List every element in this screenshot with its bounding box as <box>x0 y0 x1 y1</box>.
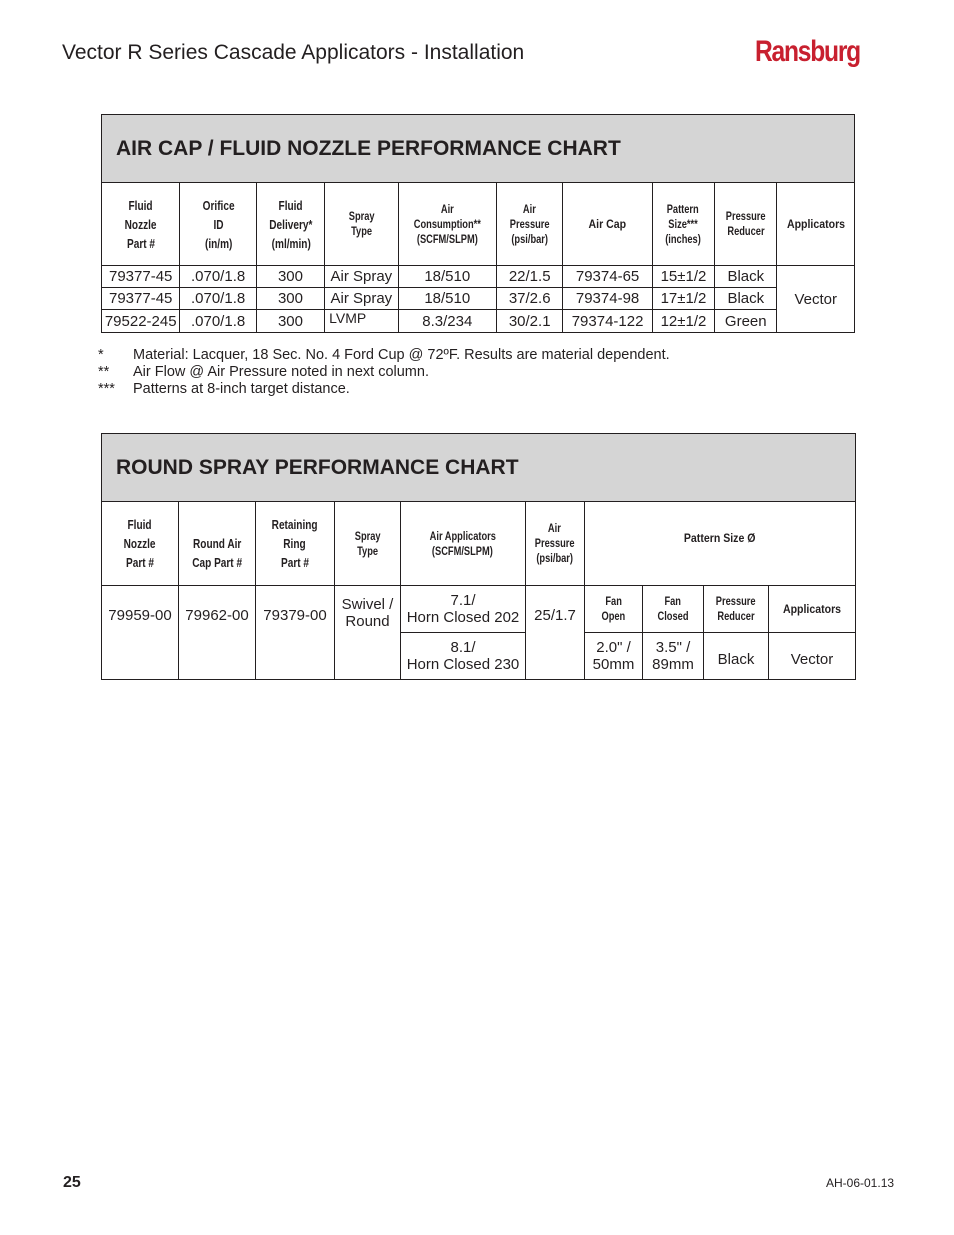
col-applicators: Applicators <box>777 183 855 266</box>
cell-orifice-id: .070/1.8 <box>180 288 256 310</box>
cell-air-pressure: 30/2.1 <box>497 310 563 333</box>
col-spray-type: Spray Type <box>325 183 398 266</box>
col-air-applicators: Air Applicators (SCFM/SLPM) <box>401 502 526 586</box>
page-number: 25 <box>63 1174 81 1191</box>
cell-air-cap: 79374-65 <box>563 266 652 288</box>
cell-pressure-reducer: Black <box>704 633 769 680</box>
cell-spray-type: Swivel / Round <box>335 586 401 680</box>
cell-retaining-ring: 79379-00 <box>256 586 335 680</box>
table-row <box>102 310 855 333</box>
cell-air-consumption: 8.3/234 <box>398 310 497 333</box>
col-applicators: Applicators <box>769 586 856 633</box>
col-round-air-cap: Round Air Cap Part # <box>179 502 256 586</box>
cell-air-applicators: 7.1/ Horn Closed 202 <box>401 586 526 633</box>
cell-fan-closed: 3.5" / 89mm <box>643 633 704 680</box>
air-cap-chart-title: AIR CAP / FLUID NOZZLE PERFORMANCE CHART <box>102 115 855 183</box>
air-cap-performance-table <box>101 114 855 333</box>
cell-pressure-reducer: Green <box>715 310 777 333</box>
cell-pressure-reducer: Black <box>715 266 777 288</box>
cell-fluid-nozzle: 79959-00 <box>102 586 179 680</box>
table-row <box>102 586 856 633</box>
round-spray-chart-title: ROUND SPRAY PERFORMANCE CHART <box>102 434 856 502</box>
cell-air-cap: 79374-98 <box>563 288 652 310</box>
col-orifice-id: Orifice ID (in/m) <box>180 183 256 266</box>
col-pattern-size: Pattern Size Ø <box>585 502 856 586</box>
col-air-consumption: Air Consumption** (SCFM/SLPM) <box>398 183 497 266</box>
cell-air-pressure: 22/1.5 <box>497 266 563 288</box>
round-spray-performance-table <box>101 433 856 680</box>
cell-spray-type: LVMP <box>325 310 398 333</box>
col-fluid-nozzle: Fluid Nozzle Part # <box>102 183 180 266</box>
cell-round-air-cap: 79962-00 <box>179 586 256 680</box>
cell-applicators: Vector <box>769 633 856 680</box>
air-cap-header-row <box>102 183 855 266</box>
cell-fluid-nozzle: 79377-45 <box>102 266 180 288</box>
col-spray-type: Spray Type <box>335 502 401 586</box>
cell-spray-type: Air Spray <box>325 288 398 310</box>
col-retaining-ring: Retaining Ring Part # <box>256 502 335 586</box>
cell-fluid-nozzle: 79377-45 <box>102 288 180 310</box>
cell-pattern-size: 12±1/2 <box>652 310 714 333</box>
footnote: ** Air Flow @ Air Pressure noted in next column. <box>98 364 429 380</box>
footnotes <box>98 347 670 398</box>
cell-orifice-id: .070/1.8 <box>180 310 256 333</box>
cell-pattern-size: 15±1/2 <box>652 266 714 288</box>
col-pressure-reducer: Pressure Reducer <box>715 183 777 266</box>
col-fan-open: Fan Open <box>585 586 643 633</box>
col-air-pressure: Air Pressure (psi/bar) <box>497 183 563 266</box>
cell-air-cap: 79374-122 <box>563 310 652 333</box>
col-pressure-reducer: Pressure Reducer <box>704 586 769 633</box>
footnote: *** Patterns at 8-inch target distance. <box>98 381 350 397</box>
cell-spray-type: Air Spray <box>325 266 398 288</box>
document-code: AH-06-01.13 <box>826 1176 895 1190</box>
col-air-cap: Air Cap <box>563 183 652 266</box>
cell-fan-open: 2.0" / 50mm <box>585 633 643 680</box>
cell-pattern-size: 17±1/2 <box>652 288 714 310</box>
cell-air-consumption: 18/510 <box>398 266 497 288</box>
cell-air-consumption: 18/510 <box>398 288 497 310</box>
cell-fluid-nozzle: 79522-245 <box>102 310 180 333</box>
cell-fluid-delivery: 300 <box>256 288 324 310</box>
cell-pressure-reducer: Black <box>715 288 777 310</box>
table-row <box>102 288 855 310</box>
col-fluid-delivery: Fluid Delivery* (ml/min) <box>256 183 324 266</box>
col-fluid-nozzle: Fluid Nozzle Part # <box>102 502 179 586</box>
cell-air-pressure: 25/1.7 <box>526 586 585 680</box>
cell-air-applicators: 8.1/ Horn Closed 230 <box>401 633 526 680</box>
cell-orifice-id: .070/1.8 <box>180 266 256 288</box>
col-fan-closed: Fan Closed <box>643 586 704 633</box>
cell-applicators: Vector <box>777 266 855 333</box>
cell-fluid-delivery: 300 <box>256 310 324 333</box>
page-header-title: Vector R Series Cascade Applicators - Installation <box>62 41 525 64</box>
col-air-pressure: Air Pressure (psi/bar) <box>526 502 585 586</box>
table-row <box>102 266 855 288</box>
cell-fluid-delivery: 300 <box>256 266 324 288</box>
footnote: * Material: Lacquer, 18 Sec. No. 4 Ford Cup @ 72ºF. Results are material dependent. <box>98 347 670 363</box>
col-pattern-size: Pattern Size*** (inches) <box>652 183 714 266</box>
ransburg-logo: Ransburg <box>755 35 860 68</box>
round-spray-header-row <box>102 502 856 586</box>
cell-air-pressure: 37/2.6 <box>497 288 563 310</box>
